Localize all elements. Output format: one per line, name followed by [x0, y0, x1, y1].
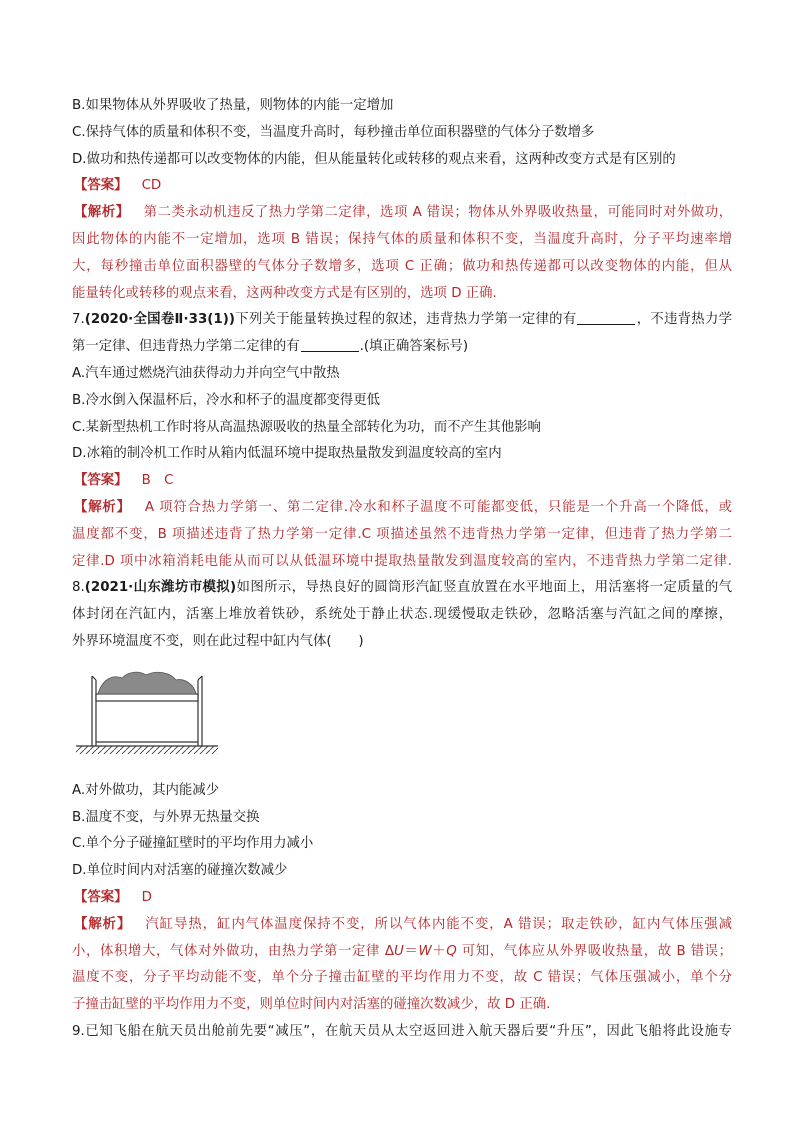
q7-option-a: A.汽车通过燃烧汽油获得动力并向空气中散热	[72, 365, 340, 381]
cylinder-diagram	[72, 660, 222, 772]
analysis-label: 【解析】	[74, 499, 131, 515]
answer-blank	[577, 310, 635, 325]
analysis-label: 【解析】	[74, 205, 130, 221]
q8-option-b: B.温度不变，与外界无热量交换	[72, 809, 260, 825]
question-source: (2021·山东潍坊市模拟)	[84, 580, 237, 596]
answer-value: CD	[141, 178, 162, 194]
q8-option-d: D.单位时间内对活塞的碰撞次数减少	[72, 863, 288, 879]
q8-stem-cont: 外界环境温度不变，则在此过程中缸内气体( )	[72, 633, 364, 649]
piston	[96, 694, 198, 701]
q8-stem: 8.(2021·山东潍坊市模拟)如图所示，导热良好的圆筒形汽缸竖直放置在水平地面上，用活塞将一定质量的气	[72, 580, 732, 596]
document-page	[72, 93, 732, 1046]
answer-blank	[301, 337, 359, 352]
q7-answer	[72, 468, 732, 495]
q6-analysis-line: 能量转化或转移的观点来看，这两种改变方式是有区别的，选项 D 正确.	[72, 285, 497, 301]
q6-option-d: D.做功和热传递都可以改变物体的内能，但从能量转化或转移的观点来看，这两种改变方式是有区别的	[72, 151, 676, 167]
answer-value: B C	[141, 473, 174, 489]
q8-analysis-line: 小，体积增大，气体对外做功，由热力学第一定律 ΔU＝W＋Q 可知，气体应从外界吸收热量，故 B 错误；	[72, 943, 732, 959]
q6-option-c: C.保持气体的质量和体积不变，当温度升高时，每秒撞击单位面积器壁的气体分子数增多	[72, 124, 595, 140]
q6-analysis-line: 大，每秒撞击单位面积器壁的气体分子数增多，选项 C 正确；做功和热传递都可以改变物体的内能，但从	[72, 258, 732, 274]
q7-analysis-line: 温度都不变，B 项描述违背了热力学第一定律.C 项描述虽然不违背热力学第一定律，但违背了热力学第二	[72, 526, 732, 542]
answer-value: D	[141, 889, 152, 905]
q7-option-d: D.冰箱的制冷机工作时从箱内低温环境中提取热量散发到温度较高的室内	[72, 446, 502, 462]
q6-option-b: B.如果物体从外界吸收了热量，则物体的内能一定增加	[72, 98, 394, 113]
q6-analysis-line: 因此物体的内能不一定增加，选项 B 错误；保持气体的质量和体积不变，当温度升高时，分子平均速率增	[72, 231, 732, 247]
q8-analysis-line: 子撞击缸壁的平均作用力不变，则单位时间内对活塞的碰撞次数减少，故 D 正确.	[72, 997, 551, 1013]
q8-analysis-line: 【解析】 汽缸导热，缸内气体温度保持不变，所以气体内能不变，A 错误；取走铁砂，缸内气体压强减	[74, 916, 732, 932]
q7-analysis-line: 定律.D 项中冰箱消耗电能从而可以从低温环境中提取热量散发到温度较高的室内，不违背热力学第二定律.	[72, 553, 732, 569]
q8-option-c: C.单个分子碰撞缸壁时的平均作用力减小	[72, 836, 314, 852]
q8-option-a: A.对外做功，其内能减少	[72, 782, 220, 798]
question-source: (2020·全国卷Ⅱ·33(1))	[84, 312, 235, 328]
q8-stem-cont: 体封闭在汽缸内，活塞上堆放着铁砂，系统处于静止状态.现缓慢取走铁砂，忽略活塞与汽缸之间的摩擦，	[72, 607, 732, 623]
q7-option-c: C.某新型热机工作时将从高温热源吸收的热量全部转化为功，而不产生其他影响	[72, 419, 541, 435]
iron-sand	[98, 672, 196, 694]
q9-stem: 9.已知飞船在航天员出舱前先要“减压”，在航天员从太空返回进入航天器后要“升压”，因此飞船将此设施专	[72, 1023, 732, 1039]
cylinder-figure	[72, 660, 732, 772]
analysis-label: 【解析】	[74, 916, 132, 932]
ground-hatch	[76, 746, 218, 754]
q6-analysis-line: 【解析】 第二类永动机违反了热力学第二定律，选项 A 错误；物体从外界吸收热量，可能同时对外做功，	[74, 205, 732, 221]
q7-stem: 7.(2020·全国卷Ⅱ·33(1))下列关于能量转换过程的叙述，违背热力学第一定律的有 ，不违背热力学	[72, 312, 732, 328]
answer-label: 【答案】	[74, 473, 128, 489]
q7-stem-cont: 第一定律、但违背热力学第二定律的有 .(填正确答案标号)	[72, 339, 469, 355]
q7-option-b: B.冷水倒入保温杯后，冷水和杯子的温度都变得更低	[72, 392, 381, 408]
q7-analysis-line: 【解析】 A 项符合热力学第一、第二定律.冷水和杯子温度不可能都变低，只能是一个升高一个降低，或	[74, 499, 732, 515]
cylinder-left-wall	[92, 676, 96, 746]
q6-answer	[72, 173, 732, 200]
answer-label: 【答案】	[74, 889, 128, 905]
q8-answer	[72, 885, 732, 912]
q8-analysis-line: 温度不变，分子平均动能不变，单个分子撞击缸壁的平均作用力不变，故 C 错误；气体压强减小，单个分	[72, 970, 732, 986]
answer-label: 【答案】	[74, 178, 128, 194]
cylinder-right-wall	[198, 676, 202, 746]
